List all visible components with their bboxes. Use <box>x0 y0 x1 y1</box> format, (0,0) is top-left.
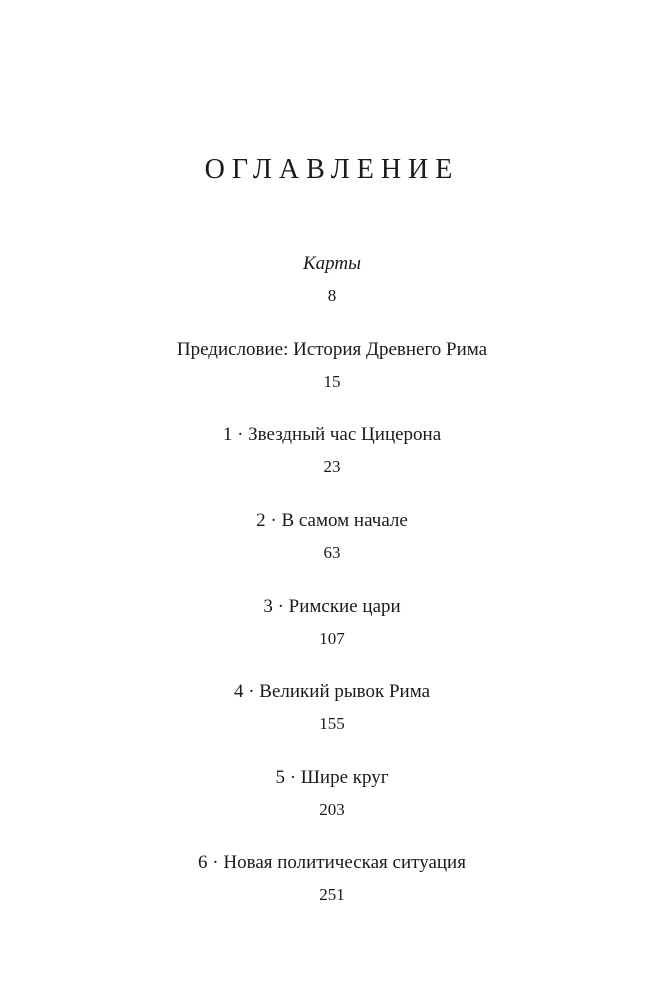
toc-entry-chapter-1 <box>0 423 664 479</box>
toc-entry-preface <box>0 338 664 394</box>
toc-entry-label: Предисловие: История Древнего Рима <box>176 339 488 360</box>
toc-entry-page: 155 <box>319 714 345 733</box>
toc-entry-chapter-4 <box>0 680 664 736</box>
toc-entry-page: 23 <box>323 457 341 476</box>
toc-entry-label: 5 · Шире круг <box>275 767 389 788</box>
toc-entry-label: 2 · В самом начале <box>256 510 408 531</box>
toc-entry-label: 3 · Римские цари <box>263 596 401 617</box>
toc-entry-chapter-6 <box>0 851 664 907</box>
toc-entry-page: 251 <box>319 885 345 904</box>
toc-entry-label: 4 · Великий рывок Рима <box>233 681 431 702</box>
toc-entry-chapter-5 <box>0 766 664 822</box>
toc-entry-page: 203 <box>319 800 345 819</box>
toc-entry-maps <box>0 252 664 308</box>
toc-entry-label: 6 · Новая политическая ситуация <box>198 852 466 873</box>
toc-entry-chapter-3 <box>0 595 664 651</box>
toc-entry-page: 107 <box>319 629 345 648</box>
toc-entry-chapter-2 <box>0 509 664 565</box>
page-title: ОГЛАВЛЕНИЕ <box>204 154 460 185</box>
toc-entry-label: Карты <box>303 253 361 274</box>
toc-entry-page: 15 <box>323 372 341 391</box>
toc-entry-page: 8 <box>327 286 337 305</box>
toc-entry-label: 1 · Звездный час Цицерона <box>222 424 442 445</box>
toc-entry-page: 63 <box>323 543 341 562</box>
